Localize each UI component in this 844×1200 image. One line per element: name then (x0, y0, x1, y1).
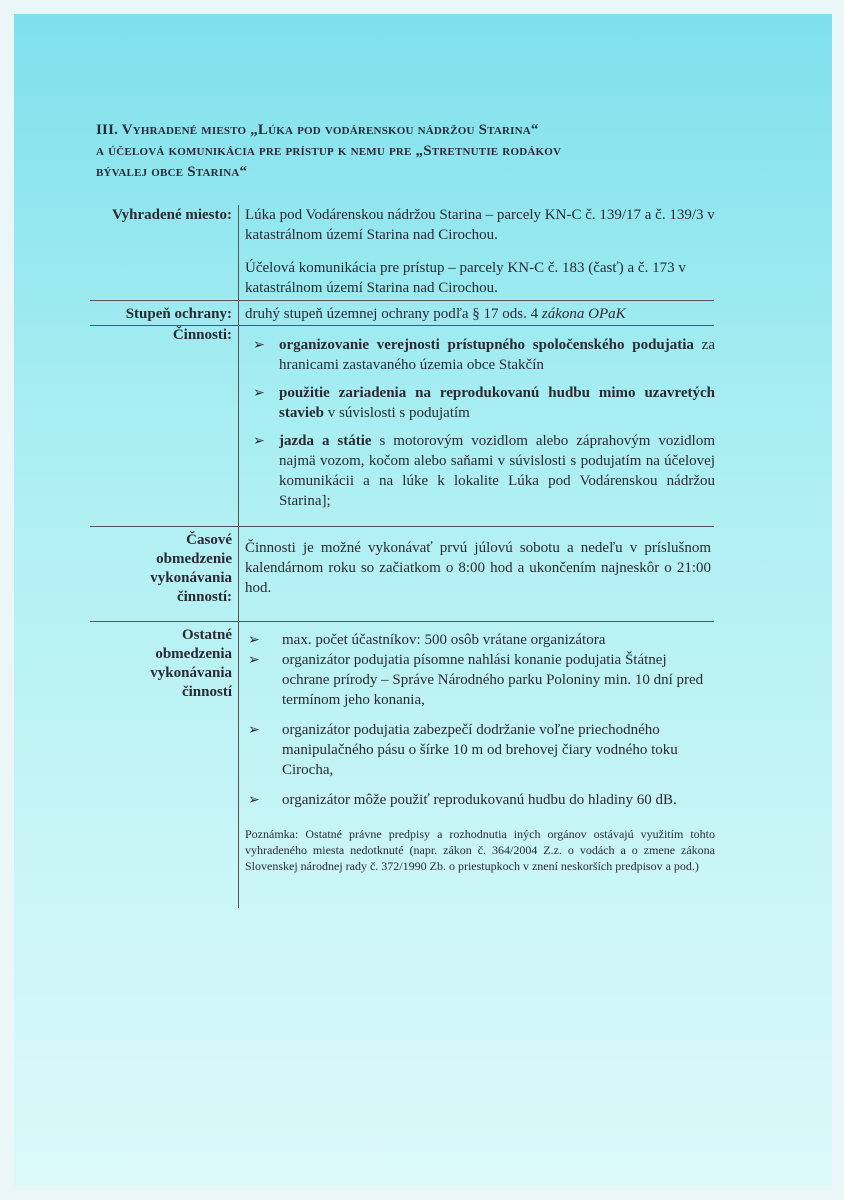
row-divider-4 (90, 621, 714, 622)
obmedzenie-item-3: ➢ organizátor podujatia zabezpečí dodržanie voľne priechodného manipulačného pásu o šírke 10 m od brehovej čiary vodného toku Cirocha, (248, 722, 678, 778)
miesto-paragraph-1: Lúka pod Vodárenskou nádržou Starina – parcely KN-C č. 139/17 a č. 139/3 v katastrálnom území Starina nad Cirochou. (245, 207, 715, 243)
cinnost-item-2: ➢ použitie zariadenia na reprodukovanú hudbu mimo uzavretých stavieb v súvislosti s podujatím (253, 385, 715, 421)
obmedzenie-item-2: ➢ organizátor podujatia písomne nahlási konanie podujatia Štátnej ochrane prírody – Správe Národného parku Poloniny min. 10 dní pred termínom jeho konania, (248, 652, 704, 708)
heading-line-1: III. Vyhradené miesto „Lúka pod vodárenskou nádržou Starina“ (96, 122, 539, 138)
bullet-arrow-icon: ➢ (253, 385, 265, 401)
stupen-ochrany-law: zákona OPaK (541, 306, 626, 322)
column-divider (238, 205, 239, 908)
ostatne-obmedzenia-list (248, 630, 714, 818)
casove-obmedzenie-text: Činnosti je možné vykonávať prvú júlovú sobotu a nedeľu v príslušnom kalendárnom roku so začiatkom o 8:00 hod a ukončením najneskôr o 21:00 hod. (245, 540, 711, 596)
label-stupen-ochrany: Stupeň ochrany: (125, 306, 232, 322)
stupen-ochrany-text: druhý stupeň územnej ochrany podľa § 17 ods. 4 (245, 306, 539, 322)
label-ostatne-obmedzenia: Ostatné obmedzenia vykonávania činností (150, 627, 232, 700)
bullet-arrow-icon: ➢ (248, 652, 260, 668)
stupen-ochrany-value (245, 304, 713, 324)
obmedzenie-item-4: ➢ organizátor môže použiť reprodukovanú hudbu do hladiny 60 dB. (248, 792, 677, 808)
label-cinnosti: Činnosti: (172, 327, 232, 343)
bullet-arrow-icon: ➢ (253, 337, 265, 353)
cinnost-item-1: ➢ organizovanie verejnosti prístupného spoločenského podujatia za hranicami zastavaného územia obce Stakčín (253, 337, 715, 373)
label-casove-obmedzenie: Časové obmedzenie vykonávania činností: (150, 532, 232, 605)
obmedzenie-item-1: ➢ max. počet účastníkov: 500 osôb vrátane organizátora (248, 632, 606, 648)
bullet-arrow-icon: ➢ (248, 722, 260, 738)
bullet-arrow-icon: ➢ (248, 632, 260, 648)
row-divider-1 (90, 300, 714, 301)
section-heading (96, 120, 736, 183)
footnote: Poznámka: Ostatné právne predpisy a rozhodnutia iných orgánov ostávajú využitím tohto vyhradeného miesta nedotknuté (napr. zákon č. 364/2004 Z.z. o vodách a o zmene zákona Slovenskej národnej rady č. 372/1990 Zb. o priestupkoch v znení neskorších predpisov a pod.) (245, 827, 715, 873)
miesto-paragraph-2: Účelová komunikácia pre prístup – parcely KN-C č. 183 (časť) a č. 173 v katastrálnom území Starina nad Cirochou. (245, 260, 686, 296)
label-vyhradene-miesto: Vyhradené miesto: (112, 207, 232, 223)
bullet-arrow-icon: ➢ (253, 433, 265, 449)
bullet-arrow-icon: ➢ (248, 792, 260, 808)
heading-line-2: a účelová komunikácia pre prístup k nemu pre „Stretnutie rodákov (96, 143, 562, 159)
heading-line-3: bývalej obce Starina“ (96, 164, 248, 180)
row-divider-3 (90, 526, 714, 527)
cinnosti-list (245, 335, 715, 519)
document-page (14, 14, 832, 1186)
cinnost-item-3: ➢ jazda a státie s motorovým vozidlom alebo záprahovým vozidlom najmä vozom, kočom alebo saňami v súvislosti s podujatím na účelovej komunikácii a na lúke k lokalite Lúka pod Vodárenskou nádržou Starina]; (253, 433, 715, 509)
